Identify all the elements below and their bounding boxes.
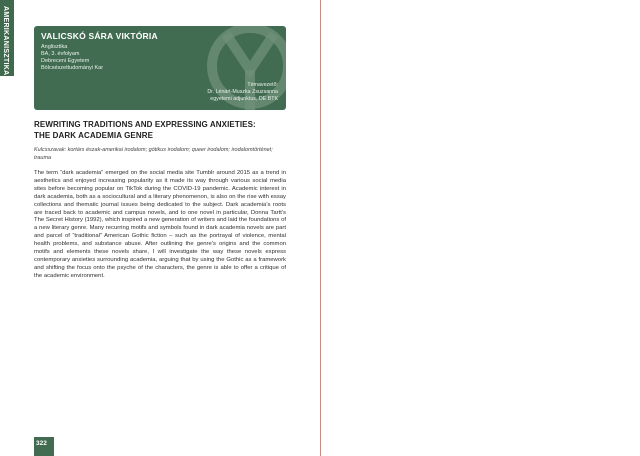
author-header-box xyxy=(34,26,286,110)
supervisor-title: egyetemi adjunktus, DE BTK xyxy=(210,96,278,102)
author-program: Anglisztika xyxy=(41,44,68,50)
page-number-badge xyxy=(34,437,54,456)
section-tab xyxy=(0,0,14,76)
article-title xyxy=(34,120,284,141)
author-level: BA, 3. évfolyam xyxy=(41,51,80,57)
keywords: Kulcsszavak: kortárs észak-amerikai irodalom; gótikus irodalom; queer irodalom; irodalomtörténet; trauma xyxy=(34,147,273,161)
article-title-line-1: REWRITING TRADITIONS AND EXPRESSING ANXIETIES: xyxy=(34,120,256,129)
supervisor-name: Dr. Lénárt-Muszka Zsuzsanna xyxy=(207,89,278,95)
right-page-blank xyxy=(321,0,640,456)
page-number: 322 xyxy=(36,440,47,447)
abstract-paragraph: The term “dark academia” emerged on the social media site Tumblr around 2015 as a trend in aesthetics and enjoyed increasing popularity as it made its way through various social media sites before becoming popular on TikTok during the COVID-19 pandemic. Academic interest in dark academia, both as a sociocultural and a literary phenomenon, is also on the rise with essay collections and thematic journal issues being dedicated to the subject. Dark academia’s roots are traced back to academic and campus novels, and to one novel in particular, Donna Tartt’s The Secret History (1992), which inspired a new generation of writers and laid the foundations of a new literary genre. Many recurring motifs and symbols found in dark academia novels are part and parcel of “traditional” American Gothic fiction – such as the portrayal of violence, mental health problems, and substance abuse. After outlining the genre’s origins and the common motifs and elements these novels share, I will investigate the way these novels express contemporary anxieties surrounding academia, arguing that by using the Gothic as a framework and shifting the focus onto the psyche of the characters, the genre is able to offer a critique of the academic environment. xyxy=(34,170,286,279)
author-name: VALICSKÓ SÁRA VIKTÓRIA xyxy=(41,31,158,41)
section-tab-label: AMERIKANISZTIKA xyxy=(2,6,9,76)
author-faculty: Bölcsészettudományi Kar xyxy=(41,65,104,71)
author-university: Debreceni Egyetem xyxy=(41,58,90,64)
supervisor-label: Témavezető: xyxy=(247,82,278,88)
article-title-line-2: THE DARK ACADEMIA GENRE xyxy=(34,130,154,140)
